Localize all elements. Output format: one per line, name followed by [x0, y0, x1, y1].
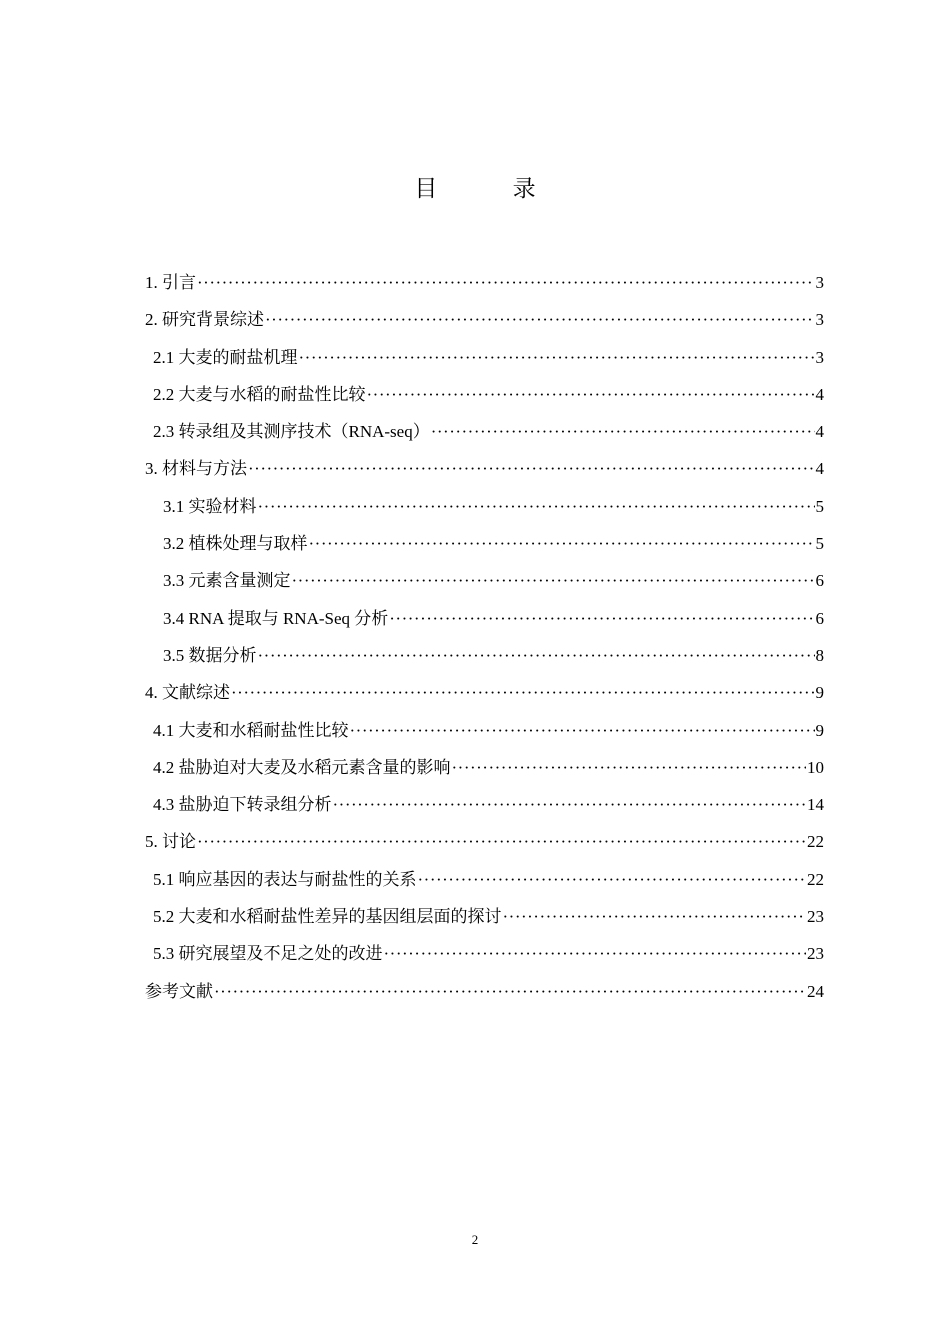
toc-entry-label: 3.4 RNA 提取与 RNA-Seq 分析 [163, 608, 389, 628]
toc-entry-page: 4 [815, 459, 824, 479]
toc-entry-page: 8 [815, 645, 824, 665]
toc-entry-page: 24 [807, 981, 824, 1001]
toc-entry-page: 6 [815, 571, 824, 591]
toc-entry-label: 4.2 盐胁迫对大麦及水稻元素含量的影响 [153, 757, 451, 777]
toc-entry[interactable] [145, 749, 824, 786]
toc-entry[interactable] [145, 973, 824, 1010]
toc-entry-page: 14 [807, 795, 824, 815]
toc-entry-page: 9 [815, 720, 824, 740]
toc-entry[interactable] [145, 637, 824, 674]
toc-entry[interactable] [145, 488, 824, 525]
toc-entry-label: 5. 讨论 [145, 832, 196, 852]
table-of-contents [145, 264, 824, 1010]
toc-entry-page: 5 [815, 496, 824, 516]
toc-entry-label: 2.1 大麦的耐盐机理 [153, 347, 298, 367]
toc-entry-label: 3.5 数据分析 [163, 645, 257, 665]
toc-entry-page: 22 [807, 869, 824, 889]
toc-leader-dots [197, 264, 815, 301]
toc-entry[interactable] [145, 898, 824, 935]
toc-entry-page: 23 [807, 944, 824, 964]
toc-entry-page: 6 [815, 608, 824, 628]
toc-entry-page: 4 [815, 384, 824, 404]
toc-entry-label: 参考文献 [145, 981, 213, 1001]
toc-entry[interactable] [145, 413, 824, 450]
toc-entry-label: 4.3 盐胁迫下转录组分析 [153, 795, 332, 815]
toc-entry[interactable] [145, 376, 824, 413]
toc-entry-label: 3.1 实验材料 [163, 496, 257, 516]
toc-entry[interactable] [145, 861, 824, 898]
toc-entry-label: 2.2 大麦与水稻的耐盐性比较 [153, 384, 366, 404]
toc-entry[interactable] [145, 562, 824, 599]
toc-entry-label: 3.3 元素含量测定 [163, 571, 291, 591]
toc-entry[interactable] [145, 600, 824, 637]
toc-leader-dots [309, 525, 815, 562]
toc-leader-dots [248, 450, 815, 487]
toc-entry-page: 9 [815, 683, 824, 703]
toc-entry-page: 10 [807, 757, 824, 777]
toc-leader-dots [299, 339, 815, 376]
toc-entry-label: 4. 文献综述 [145, 683, 230, 703]
toc-leader-dots [265, 301, 815, 338]
toc-leader-dots [389, 600, 814, 637]
toc-leader-dots [292, 562, 815, 599]
toc-entry-label: 5.2 大麦和水稻耐盐性差异的基因组层面的探讨 [153, 907, 502, 927]
toc-entry[interactable] [145, 339, 824, 376]
toc-entry-page: 3 [815, 273, 824, 292]
toc-entry-page: 3 [815, 347, 824, 367]
toc-entry-label: 5.3 研究展望及不足之处的改进 [153, 944, 383, 964]
toc-entry[interactable] [145, 823, 824, 860]
toc-leader-dots [384, 935, 807, 972]
toc-entry[interactable] [145, 450, 824, 487]
toc-leader-dots [418, 861, 807, 898]
toc-entry-page: 22 [807, 832, 824, 852]
toc-entry-page: 5 [815, 534, 824, 554]
toc-entry-label: 4.1 大麦和水稻耐盐性比较 [153, 720, 349, 740]
toc-entry-label: 2. 研究背景综述 [145, 310, 264, 330]
page-number: 2 [471, 1232, 479, 1247]
toc-entry-page: 4 [815, 422, 824, 442]
toc-entry[interactable] [145, 935, 824, 972]
toc-entry-page: 3 [815, 310, 824, 330]
toc-leader-dots [258, 488, 815, 525]
toc-leader-dots [258, 637, 815, 674]
toc-entry[interactable] [145, 786, 824, 823]
toc-entry-label: 5.1 响应基因的表达与耐盐性的关系 [153, 869, 417, 889]
toc-leader-dots [214, 973, 806, 1010]
toc-entry-label: 1. 引言 [145, 273, 196, 292]
toc-entry[interactable] [145, 525, 824, 562]
toc-title: 目 录 [414, 176, 570, 202]
toc-leader-dots [452, 749, 807, 786]
toc-entry-label: 3.2 植株处理与取样 [163, 534, 308, 554]
toc-entry[interactable] [145, 301, 824, 338]
toc-leader-dots [503, 898, 807, 935]
toc-leader-dots [431, 413, 815, 450]
toc-entry-page: 23 [807, 907, 824, 927]
toc-leader-dots [197, 823, 806, 860]
toc-entry-label: 2.3 转录组及其测序技术（RNA-seq） [153, 422, 430, 442]
toc-leader-dots [231, 674, 815, 711]
toc-leader-dots [350, 712, 815, 749]
toc-entry[interactable] [145, 712, 824, 749]
toc-leader-dots [333, 786, 807, 823]
toc-entry-label: 3. 材料与方法 [145, 459, 247, 479]
toc-entry[interactable] [145, 264, 824, 301]
toc-entry[interactable] [145, 674, 824, 711]
toc-leader-dots [367, 376, 815, 413]
